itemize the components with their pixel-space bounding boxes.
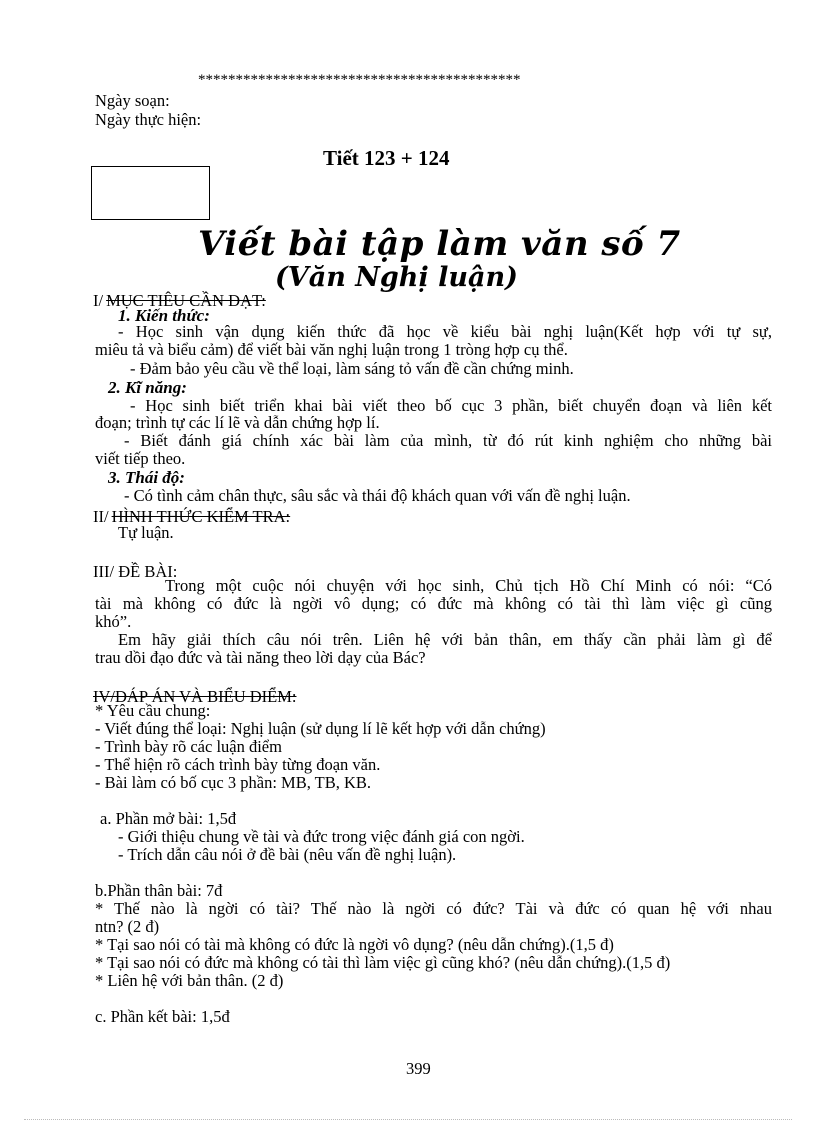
section-1-title: MỤC TIÊU CẦN ĐẠT: [106, 291, 266, 310]
section-1-prefix: I/ [93, 291, 104, 310]
requirement-2: - Trình bày rõ các luận điểm [95, 737, 282, 756]
prompt-p2-line2: trau dồi đạo đức và tài năng theo lời dạy của Bác? [95, 648, 426, 667]
page-subtitle: (Văn Nghị luận) [275, 262, 518, 293]
skills-p1-line1: - Học sinh biết triển khai bài viết theo bố cục 3 phần, biết chuyển đoạn và liên kết [130, 396, 772, 415]
general-requirements-label: * Yêu cầu chung: [95, 701, 211, 720]
skills-p2-line2: viết tiếp theo. [95, 449, 186, 468]
intro-item-2: - Trích dẫn câu nói ở đề bài (nêu vấn đề nghị luận). [118, 845, 457, 864]
body-item-1-line2: ntn? (2 đ) [95, 917, 160, 936]
attitude-heading: 3. Thái độ: [108, 468, 185, 487]
section-2-prefix: II/ [93, 507, 109, 526]
page-bottom-edge [24, 1119, 792, 1120]
body-item-1-line1: * Thế nào là ngời có tài? Thế nào là ngời có đức? Tài và đức có quan hệ với nhau [95, 899, 772, 918]
prompt-p2-line1: Em hãy giải thích câu nói trên. Liên hệ với bản thân, em thấy cần phải làm gì để [118, 630, 772, 649]
ngay-thuc-hien-label: Ngày thực hiện: [95, 110, 202, 129]
empty-frame-box [91, 166, 210, 220]
skills-p1-line2: đoạn; trình tự các lí lẽ và dẫn chứng hợp lí. [95, 413, 380, 432]
star-divider: ******************************************* [198, 72, 521, 88]
knowledge-p1-line1: - Học sinh vận dụng kiến thức đã học về kiểu bài nghị luận(Kết hợp với tự sự, [118, 322, 772, 341]
body-item-4: * Liên hệ với bản thân. (2 đ) [95, 971, 284, 990]
section-2-text: Tự luận. [118, 523, 174, 542]
requirement-1: - Viết đúng thể loại: Nghị luận (sử dụng lí lẽ kết hợp với dẫn chứng) [95, 719, 546, 738]
attitude-p1: - Có tình cảm chân thực, sâu sắc và thái độ khách quan với vấn đề nghị luận. [124, 486, 631, 505]
prompt-p1-line1: Trong một cuộc nói chuyện với học sinh, Chủ tịch Hồ Chí Minh có nói: “Có [165, 576, 772, 595]
knowledge-p2: - Đảm bảo yêu cầu về thể loại, làm sáng tỏ vấn đề cần chứng minh. [130, 359, 574, 378]
skills-p2-line1: - Biết đánh giá chính xác bài làm của mình, từ đó rút kinh nghiệm cho những bài [124, 431, 772, 450]
requirement-3: - Thể hiện rõ cách trình bày từng đoạn văn. [95, 755, 381, 774]
intro-item-1: - Giới thiệu chung về tài và đức trong việc đánh giá con ngời. [118, 827, 525, 846]
lesson-number: Tiết 123 + 124 [323, 146, 450, 170]
section-2-title: HÌNH THỨC KIỂM TRA: [111, 507, 291, 526]
page-title: Viết bài tập làm văn số 7 [198, 224, 681, 264]
intro-part-heading: a. Phần mở bài: 1,5đ [100, 809, 237, 828]
skills-heading: 2. Kĩ năng: [108, 378, 187, 397]
section-4-heading: IV/ĐÁP ÁN VÀ BIỂU ĐIỂM: [93, 687, 297, 706]
prompt-p1-line3: khó”. [95, 612, 132, 631]
conclusion-part-heading: c. Phần kết bài: 1,5đ [95, 1007, 230, 1026]
ngay-soan-label: Ngày soạn: [95, 91, 170, 110]
body-item-3: * Tại sao nói có đức mà không có tài thì làm việc gì cũng khó? (nêu dẫn chứng).(1,5 đ) [95, 953, 671, 972]
body-item-2: * Tại sao nói có tài mà không có đức là ngời vô dụng? (nêu dẫn chứng).(1,5 đ) [95, 935, 614, 954]
body-part-heading: b.Phần thân bài: 7đ [95, 881, 223, 900]
section-3-heading: III/ ĐỀ BÀI: [93, 562, 178, 581]
requirement-4: - Bài làm có bố cục 3 phần: MB, TB, KB. [95, 773, 372, 792]
knowledge-heading: 1. Kiến thức: [118, 306, 210, 325]
prompt-p1-line2: tài mà không có đức là ngời vô dụng; có đức mà không có tài thì làm việc gì cũng [95, 594, 772, 613]
page-number: 399 [406, 1059, 431, 1078]
knowledge-p1-line2: miêu tả và biểu cảm) để viết bài văn nghị luận trong 1 tròng hợp cụ thể. [95, 340, 568, 359]
